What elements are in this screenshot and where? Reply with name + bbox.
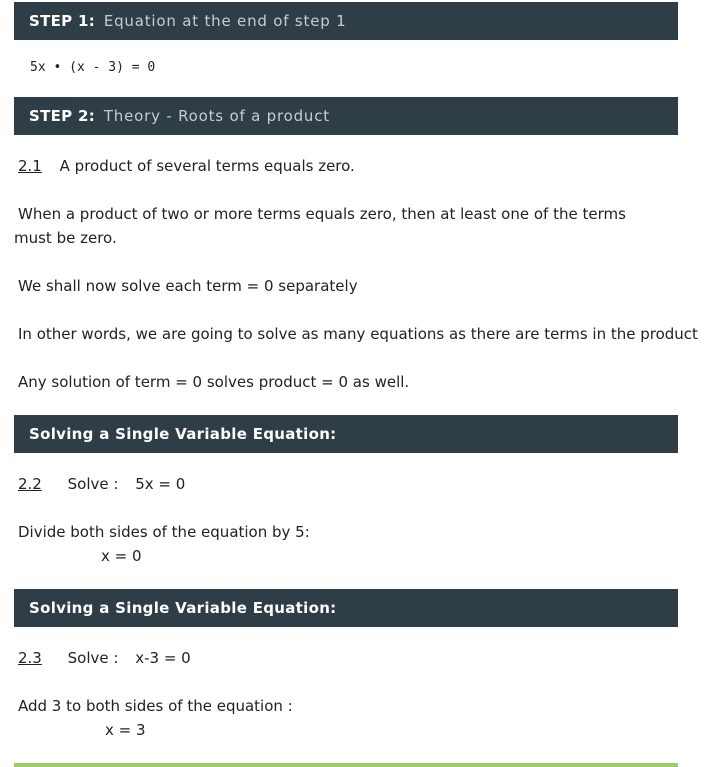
section-a-number: 2.2 (18, 475, 42, 493)
theory-number: 2.1 (18, 157, 42, 175)
section-b-number: 2.3 (18, 649, 42, 667)
section-a-header (14, 415, 678, 453)
section-b-title: Solving a Single Variable Equation: (29, 599, 337, 617)
section-b-equation: x-3 = 0 (135, 649, 191, 667)
section-b-instruction: Add 3 to both sides of the equation : (18, 697, 293, 715)
step1-label: STEP 1: (29, 12, 96, 30)
section-b-result: x = 3 (105, 721, 146, 739)
section-a-title: Solving a Single Variable Equation: (29, 425, 337, 443)
theory-paragraph-1: When a product of two or more terms equals zero, then at least one of the terms must be zero. (14, 205, 626, 247)
section-a-equation: 5x = 0 (135, 475, 186, 493)
step2-header (14, 97, 678, 135)
theory-heading: A product of several terms equals zero. (59, 157, 355, 175)
step1-equation: 5x • (x - 3) = 0 (30, 60, 156, 75)
section-a-solve-label: Solve : (67, 475, 119, 493)
step2-label: STEP 2: (29, 107, 96, 125)
section-a-result: x = 0 (101, 547, 142, 565)
section-b-solve-line (18, 648, 191, 668)
theory-paragraph-4: Any solution of term = 0 solves product = 0 as well. (18, 373, 410, 391)
section-a-instruction: Divide both sides of the equation by 5: (18, 523, 310, 541)
section-b-header (14, 589, 678, 627)
section-a-solve-line (18, 474, 185, 494)
step1-header (14, 2, 678, 40)
step1-subtitle: Equation at the end of step 1 (103, 12, 347, 30)
theory-paragraph-3: In other words, we are going to solve as many equations as there are terms in the product (18, 325, 698, 343)
step2-subtitle: Theory - Roots of a product (103, 107, 330, 125)
theory-heading-line (18, 156, 355, 176)
next-section-divider (14, 763, 678, 767)
theory-paragraph-2: We shall now solve each term = 0 separately (18, 277, 358, 295)
section-b-solve-label: Solve : (67, 649, 119, 667)
